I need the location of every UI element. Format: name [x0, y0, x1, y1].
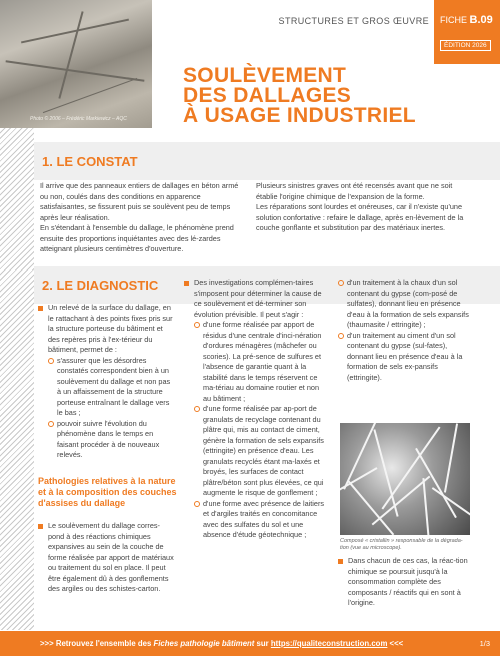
list-item: Des investigations complémen-taires s'imposent pour déterminer la cause de ce soulèvement et dé-terminer son évolution prévisible. Il peut s'agir : — [184, 278, 329, 320]
diagnostic-column-3-bottom — [338, 556, 472, 609]
title-line: DES DALLAGES — [183, 84, 352, 107]
sub-list-item: d'une forme réalisée par ap-port de granulats de recyclage contenant du plâtre qui, mis au contact de ciment, génère la formation de sels expansifs (ettringite) en présence d'eau. Les granulats recyclés étant ma-laxés et broyés, les surfaces de contact plâtre/béton sont plus élevées, ce qui augmente le risque de gonflement ; — [194, 404, 329, 499]
title-line: À USAGE INDUSTRIEL — [183, 104, 416, 127]
footer-link[interactable]: https://qualiteconstruction.com — [270, 639, 388, 648]
footer-mid: sur — [254, 639, 271, 648]
sub-list-item: d'un traitement à la chaux d'un sol contenant du gypse (com-posé de sulfates), donnant lieu en présence d'eau à la formation de sels expansifs (thaumasite / ettringite) ; — [338, 278, 472, 331]
side-hatch-2 — [0, 270, 34, 630]
fiche-badge — [434, 0, 500, 64]
title-line: SOULÈVEMENT — [183, 64, 347, 87]
footer-bar — [0, 631, 500, 656]
section-header-constat — [34, 142, 500, 180]
sub-list-item: d'une forme réalisée par apport de résidus d'une centrale d'inci-nération d'ordures ménagères (mâchefer ou scories). La pré-sence de sulfures et l'absence de garantie quant à la stabilité dans le temps réservent ce ma-tériau au domaine routier et non au bâtiment ; — [194, 320, 329, 404]
edition-tag: ÉDITION 2026 — [440, 40, 491, 51]
side-hatch-1 — [0, 128, 34, 270]
section-title: 1. LE CONSTAT — [42, 154, 138, 169]
sub-list-item: d'un traitement au ciment d'un sol contenant du gypse (sul-fates), donnant lieu en présence d'eau à la formation de sels ex-pansifs (ettringite). — [338, 331, 472, 384]
section-title: 2. LE DIAGNOSTIC — [42, 278, 159, 293]
fiche-number — [440, 14, 493, 26]
constat-column-1 — [40, 181, 246, 255]
diagnostic-column-1 — [38, 303, 176, 461]
constat-column-2 — [256, 181, 470, 234]
list-item: Un relevé de la surface du dallage, en le rattachant à des points fixes pris sur la structure porteuse du bâtiment et des repères pris à l'ex-térieur du bâtiment, permet de : — [38, 303, 176, 356]
fiche-prefix: FICHE — [440, 15, 467, 25]
diagnostic-column-1-bottom — [38, 521, 176, 595]
diagnostic-column-3 — [338, 278, 472, 383]
footer-italic: Fiches pathologie bâtiment — [153, 639, 255, 648]
fiche-code: B.09 — [469, 14, 493, 26]
footer-lead: >>> Retrouvez l'ensemble des — [40, 639, 154, 648]
paragraph: Plusieurs sinistres graves ont été recensés avant que ne soit établie l'origine chimique de l'expansion de la forme. — [256, 181, 453, 201]
sub-list-item: pouvoir suivre l'évolution du phénomène dans le temps en faisant procéder à de nouveaux relevés. — [48, 419, 176, 461]
photo-credit: Photo © 2006 – Frédéric Markiewicz – AQC — [30, 116, 127, 122]
list-item: Le soulèvement du dallage corres-pond à des réactions chimiques expansives au sein de la couche de forme réalisée par apport de matériaux ou traitement du sol en place. Il peut être également dû à des gonflements des argiles ou des schistes-carton. — [38, 521, 176, 595]
header-photo — [0, 0, 152, 128]
list-item: Dans chacun de ces cas, la réac-tion chimique se poursuit jusqu'à la consommation complète des composants / réactifs qui en sont à l'origine. — [338, 556, 472, 609]
sub-list-item: s'assurer que les désordres constatés correspondent bien à un soulèvement du dallage et non pas à un affaissement de la structure porteuse entraînant le dallage vers le bas ; — [48, 356, 176, 419]
paragraph: En s'étendant à l'ensemble du dallage, le phénomène prend ensuite des proportions inquiétantes avec des lé-zardes atteignant plusieurs centimètres d'ouverture. — [40, 223, 234, 253]
footer-tail: <<< — [387, 639, 404, 648]
paragraph: Il arrive que des panneaux entiers de dallages en béton armé ou non, coulés dans des conditions en apparence satisfaisantes, se fissurent puis se soulèvent peu de temps après leur réalisation. — [40, 181, 239, 222]
microscope-image — [340, 423, 470, 535]
page-title — [183, 66, 483, 126]
sub-list-item: d'une forme avec présence de laitiers et d'argiles traités en concomitance avec des sulfates du sol et une absence d'étude géotechnique ; — [194, 499, 329, 541]
subsection-title: Pathologies relatives à la nature et à la composition des couches d'assises du dallage — [38, 476, 177, 508]
image-caption: Composé « cristallin » responsable de la dégrada-tion (vue au microscope). — [340, 538, 463, 551]
page-number: 1/3 — [479, 639, 490, 648]
diagnostic-column-2 — [184, 278, 329, 541]
footer-text — [40, 639, 403, 648]
paragraph: Les réparations sont lourdes et onéreuses, car il n'existe qu'une solution confortative : refaire le dallage, après en-lèvement de la couche gonflante et substitution par des matériaux inertes. — [256, 202, 464, 232]
category-label: STRUCTURES ET GROS ŒUVRE — [278, 16, 429, 26]
